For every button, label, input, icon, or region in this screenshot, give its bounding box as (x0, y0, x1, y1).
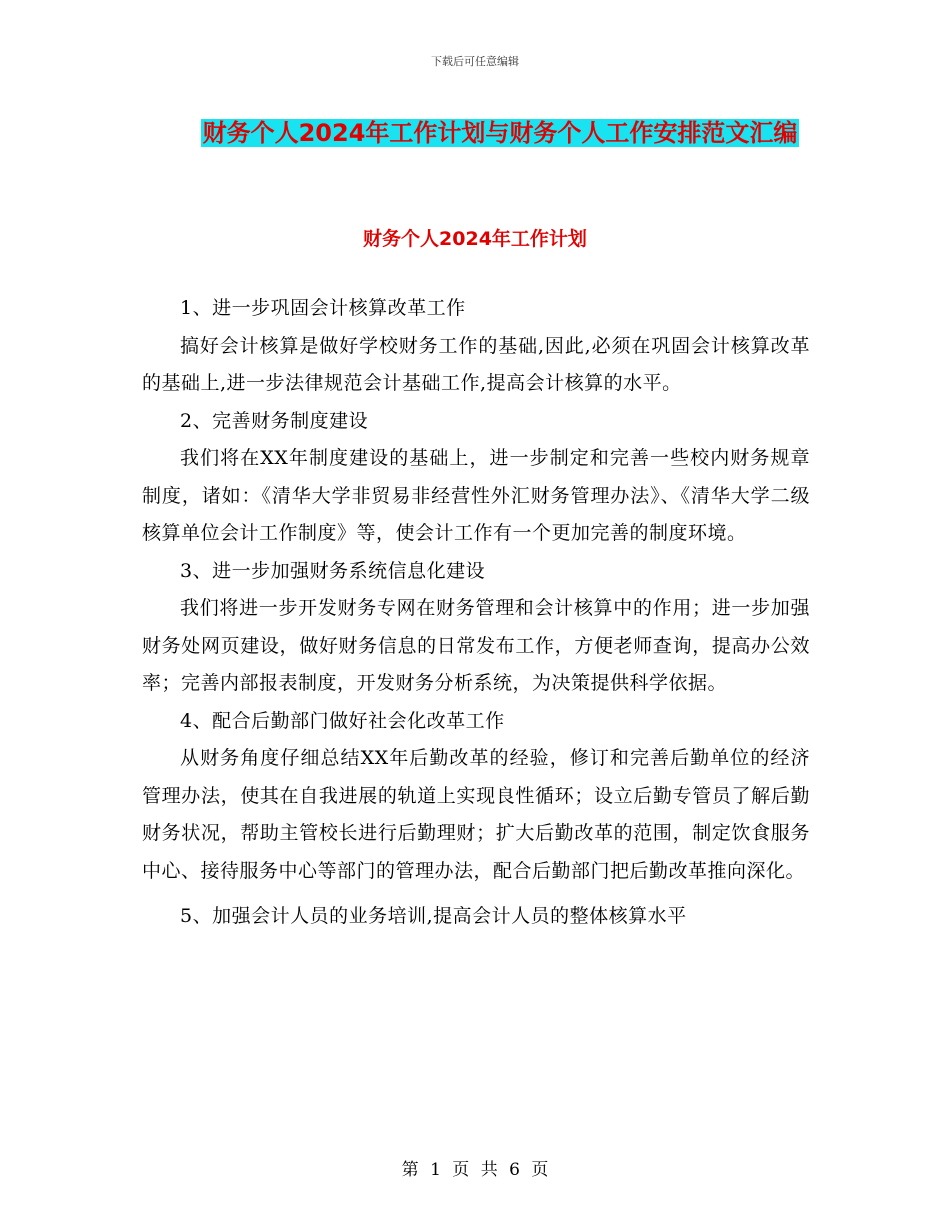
document-title-text: 财务个人2024年工作计划与财务个人工作安排范文汇编 (202, 119, 798, 147)
page-header-note: 下载后可任意编辑 (431, 55, 519, 68)
paragraph-body-3: 我们将进一步开发财务专网在财务管理和会计核算中的作用；进一步加强财务处网页建设，做好财务信息的日常发布工作，方便老师查询，提高办公效率；完善内部报表制度，开发财务分析系统，为决策提供科学依据。 (142, 597, 810, 694)
paragraph-body-2: 我们将在XX年制度建设的基础上，进一步制定和完善一些校内财务规章制度，诸如：《清华大学非贸易非经营性外汇财务管理办法》、《清华大学二级核算单位会计工作制度》等，使会计工作有一个更加完善的制度环境。 (142, 447, 810, 544)
paragraph-heading-1: 1、进一步巩固会计核算改革工作 (180, 297, 466, 319)
paragraph-heading-3: 3、进一步加强财务系统信息化建设 (180, 559, 486, 582)
document-body (142, 290, 810, 936)
page-number-footer: 第 1 页 共 6 页 (401, 1160, 549, 1180)
document-title (140, 110, 860, 156)
paragraph-heading-4: 4、配合后勤部门做好社会化改革工作 (180, 709, 505, 732)
section-title: 财务个人2024年工作计划 (363, 228, 587, 250)
paragraph-heading-5: 5、加强会计人员的业务培训,提高会计人员的整体核算水平 (180, 905, 687, 927)
paragraph-body-4: 从财务角度仔细总结XX年后勤改革的经验，修订和完善后勤单位的经济管理办法，使其在自我进展的轨道上实现良性循环；设立后勤专管员了解后勤财务状况，帮助主管校长进行后勤理财；扩大后勤改革的范围，制定饮食服务中心、接待服务中心等部门的管理办法，配合后勤部门把后勤改革推向深化。 (142, 747, 810, 882)
paragraph-body-1: 搞好会计核算是做好学校财务工作的基础,因此,必须在巩固会计核算改革的基础上,进一步法律规范会计基础工作,提高会计核算的水平。 (142, 334, 810, 394)
paragraph-heading-2: 2、完善财务制度建设 (180, 409, 369, 432)
